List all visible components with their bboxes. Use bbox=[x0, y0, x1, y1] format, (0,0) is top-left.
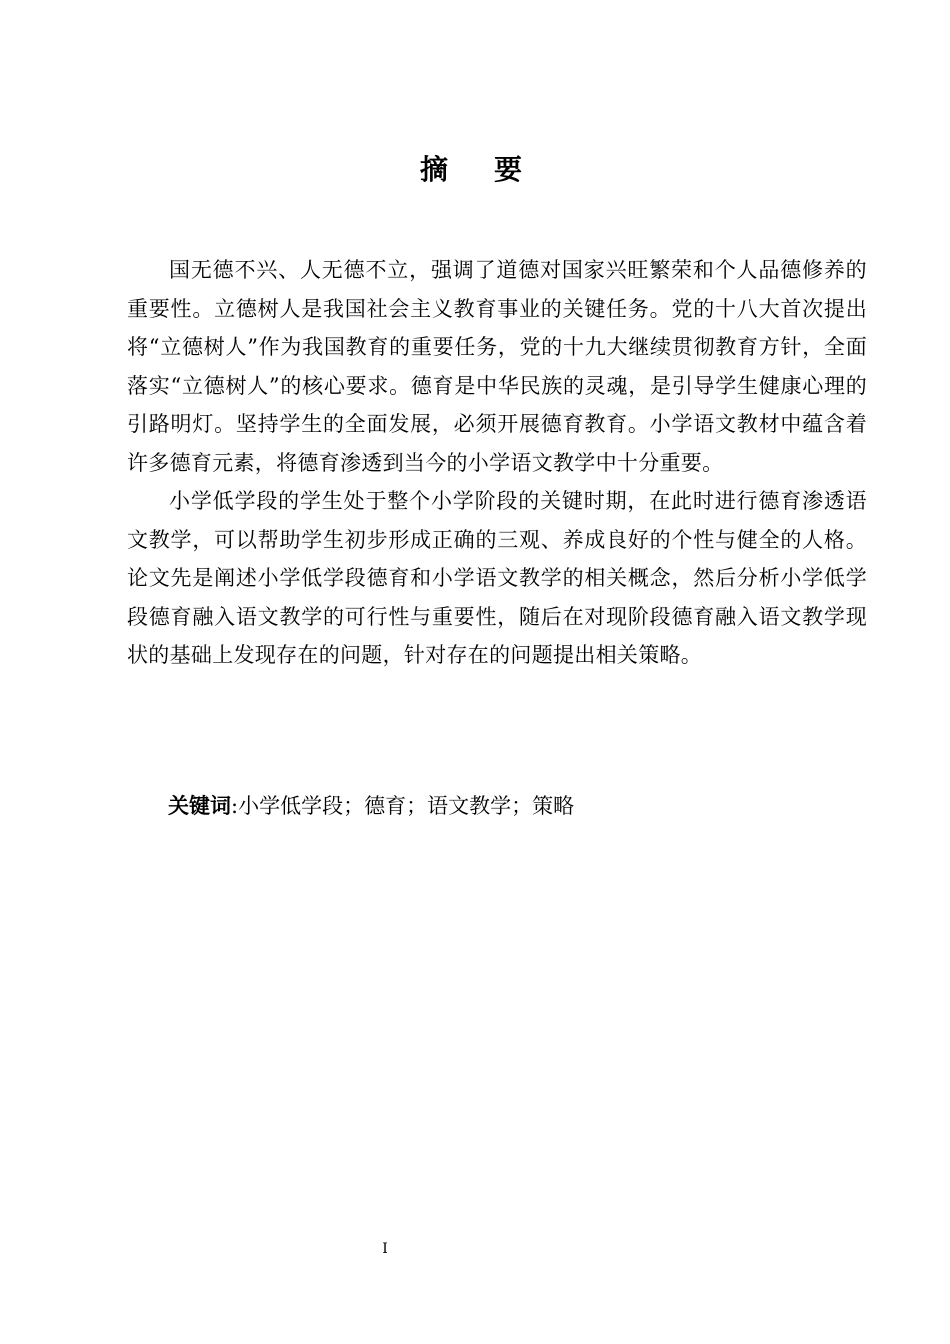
abstract-paragraph-2: 小学低学段的学生处于整个小学阶段的关键时期，在此时进行德育渗透语文教学，可以帮助学生初步形成正确的三观、养成良好的个性与健全的人格。论文先是阐述小学低学段德育和小学语文教学的相关概念，然后分析小学低学段德育融入语文教学的可行性与重要性，随后在对现阶段德育融入语文教学现状的基础上发现存在的问题，针对存在的问题提出相关策略。 bbox=[127, 489, 867, 667]
keywords-separator: : bbox=[231, 794, 239, 818]
page-number: I bbox=[382, 1241, 388, 1257]
abstract-body bbox=[127, 251, 867, 675]
keywords-label: 关键词 bbox=[168, 794, 231, 818]
keywords-line bbox=[168, 788, 868, 824]
abstract-title: 摘要 bbox=[419, 153, 568, 186]
abstract-paragraph-1: 国无德不兴、人无德不立，强调了道德对国家兴旺繁荣和个人品德修养的重要性。立德树人是我国社会主义教育事业的关键任务。党的十八大首次提出将“立德树人”作为我国教育的重要任务，党的十九大继续贯彻教育方针，全面落实“立德树人”的核心要求。德育是中华民族的灵魂，是引导学生健康心理的引路明灯。坚持学生的全面发展，必须开展德育教育。小学语文教材中蕴含着许多德育元素，将德育渗透到当今的小学语文教学中十分重要。 bbox=[127, 258, 867, 475]
keywords-value: 小学低学段；德育；语文教学；策略 bbox=[238, 794, 575, 818]
